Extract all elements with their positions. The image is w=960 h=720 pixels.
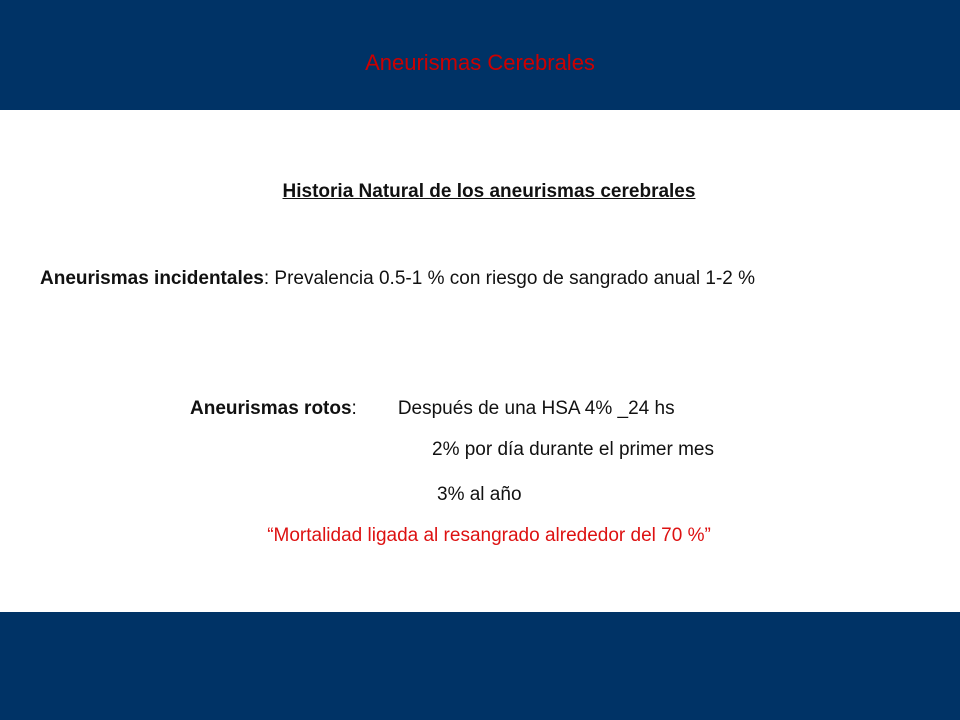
ruptured-label: Aneurismas rotos — [190, 398, 352, 419]
incidental-text: : Prevalencia 0.5-1 % con riesgo de sangrado anual 1-2 % — [263, 268, 756, 289]
incidental-aneurysms-line — [40, 265, 755, 293]
ruptured-rate-yearly: 3% al año — [437, 484, 522, 505]
incidental-label: Aneurismas incidentales — [40, 268, 264, 289]
slide-title: Aneurismas Cerebrales — [365, 50, 595, 75]
section-heading: Historia Natural de los aneurismas cerebrales — [282, 181, 696, 202]
ruptured-colon: : — [351, 398, 357, 419]
mortality-quote: “Mortalidad ligada al resangrado alrededor del 70 %” — [267, 525, 711, 546]
ruptured-rate-first-month: 2% por día durante el primer mes — [432, 439, 714, 460]
footer-band — [0, 612, 960, 720]
ruptured-aneurysms-line — [190, 395, 675, 423]
ruptured-rate-24h: Después de una HSA 4% _24 hs — [397, 398, 675, 419]
